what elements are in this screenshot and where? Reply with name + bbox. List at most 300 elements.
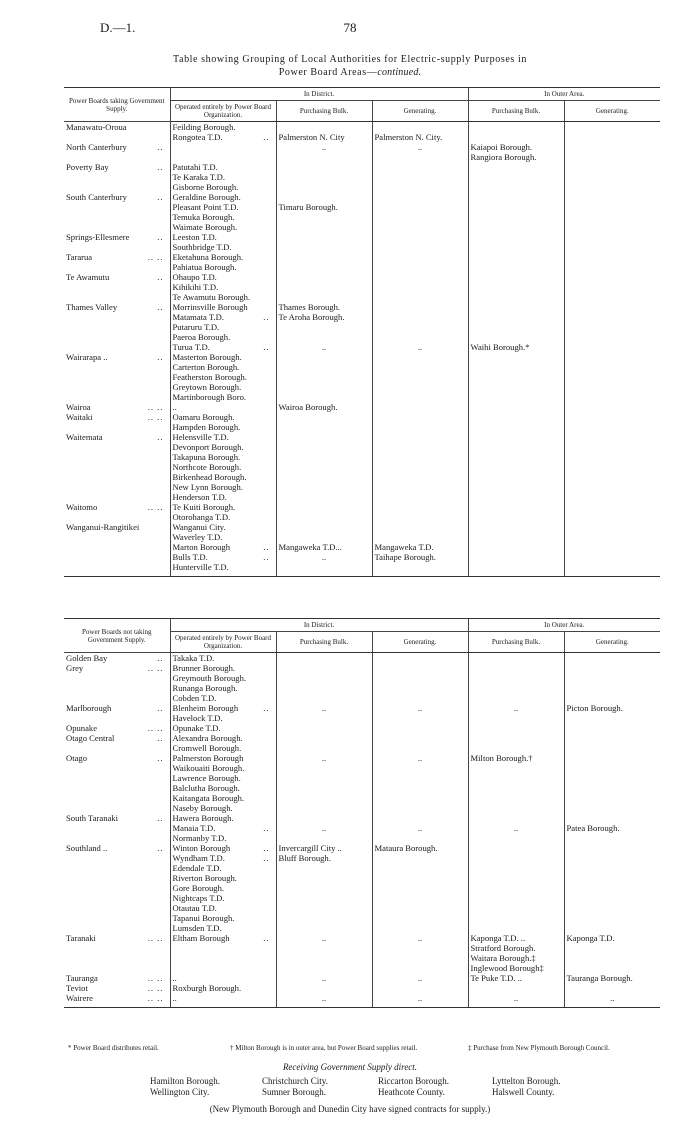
cell-board: [64, 723, 170, 733]
cell-operated: [170, 943, 276, 953]
cell-purchasing: ..: [276, 552, 372, 562]
cell-operated: [170, 893, 276, 903]
table-row: [64, 713, 660, 723]
table-row: [64, 522, 660, 532]
cell-operated: [170, 322, 276, 332]
cell-operated: [170, 693, 276, 703]
cell-purchasing: Te Aroha Borough.: [276, 312, 372, 322]
operated-value: Carterton Borough.: [172, 362, 240, 372]
cell-purchasing: Thames Borough.: [276, 302, 372, 312]
col-power-boards-not-taking: Power Boards not taking Government Supply.: [64, 619, 170, 653]
cell-operated: [170, 803, 276, 813]
cell-operated: [170, 292, 276, 302]
cell-board: [64, 893, 170, 903]
col-generating: Generating.: [372, 632, 468, 653]
cell-operated: [170, 522, 276, 532]
operated-value: Otautau T.D.: [172, 903, 217, 913]
table-row: [64, 402, 660, 412]
cell-board: [64, 352, 170, 362]
cell-operated: [170, 552, 276, 562]
board-name: Wairere: [66, 993, 93, 1003]
operated-value: Eltham Borough: [172, 933, 230, 943]
table-row: [64, 482, 660, 492]
table-row: [64, 452, 660, 462]
cell-generating: [372, 813, 468, 823]
board-name: Wanganui-Rangitikei: [66, 522, 140, 532]
cell-purchasing: Bluff Borough.: [276, 853, 372, 863]
table-row: [64, 212, 660, 222]
leader-dots: ..: [157, 813, 164, 823]
cell-purchasing: ..: [276, 342, 372, 352]
cell-board: [64, 863, 170, 873]
table-row: [64, 693, 660, 703]
board-name: Tauranga: [66, 973, 98, 983]
cell-outer-purchasing: [468, 913, 564, 923]
cell-board: [64, 482, 170, 492]
table-row: [64, 552, 660, 562]
cell-generating: [372, 983, 468, 993]
cell-outer-generating: [564, 432, 660, 442]
cell-board: [64, 332, 170, 342]
leader-dots: .. ..: [147, 502, 164, 512]
table-row: [64, 813, 660, 823]
table-row: [64, 382, 660, 392]
leader-dots: ..: [157, 272, 164, 282]
cell-board: [64, 663, 170, 673]
operated-value: Henderson T.D.: [172, 492, 227, 502]
cell-operated: [170, 142, 276, 152]
table-row: [64, 132, 660, 142]
cell-operated: [170, 542, 276, 552]
cell-generating: ..: [372, 703, 468, 713]
cell-board: [64, 462, 170, 472]
cell-board: [64, 402, 170, 412]
cell-operated: [170, 913, 276, 923]
cell-generating: [372, 522, 468, 532]
cell-outer-purchasing: ..: [468, 823, 564, 833]
operated-value: Gore Borough.: [172, 883, 225, 893]
cell-generating: [372, 412, 468, 422]
table-row: [64, 142, 660, 152]
cell-outer-purchasing: [468, 482, 564, 492]
table-row: [64, 312, 660, 322]
cell-generating: [372, 242, 468, 252]
operated-value: Hunterville T.D.: [172, 562, 229, 572]
page-header: [0, 20, 700, 40]
cell-generating: [372, 352, 468, 362]
operated-value: Otorohanga T.D.: [172, 512, 231, 522]
cell-purchasing: [276, 773, 372, 783]
cell-board: [64, 202, 170, 212]
cell-outer-generating: [564, 673, 660, 683]
table-row: [64, 963, 660, 973]
cell-outer-purchasing: [468, 122, 564, 133]
cell-outer-purchasing: Stratford Borough.: [468, 943, 564, 953]
cell-outer-generating: [564, 753, 660, 763]
cell-board: [64, 973, 170, 983]
cell-board: [64, 452, 170, 462]
cell-operated: [170, 703, 276, 713]
cell-board: [64, 993, 170, 1008]
receiving-heading: Receiving Government Supply direct.: [282, 1062, 418, 1072]
cell-operated: [170, 532, 276, 542]
cell-generating: [372, 432, 468, 442]
cell-outer-generating: Kaponga T.D.: [564, 933, 660, 943]
cell-board: [64, 362, 170, 372]
cell-generating: [372, 923, 468, 933]
cell-outer-purchasing: [468, 562, 564, 577]
cell-operated: [170, 983, 276, 993]
leader-dots: ..: [157, 432, 164, 442]
operated-value: Alexandra Borough.: [172, 733, 243, 743]
table-row: [64, 492, 660, 502]
table-row: [64, 242, 660, 252]
cell-outer-purchasing: Waihi Borough.*: [468, 342, 564, 352]
cell-generating: ..: [372, 823, 468, 833]
cell-outer-purchasing: Kaponga T.D. ..: [468, 933, 564, 943]
cell-purchasing: [276, 653, 372, 664]
operated-value: Te Karaka T.D.: [172, 172, 226, 182]
operated-value: Balclutha Borough.: [172, 783, 240, 793]
cell-board: [64, 793, 170, 803]
cell-operated: [170, 953, 276, 963]
cell-outer-generating: [564, 853, 660, 863]
cell-operated: [170, 723, 276, 733]
cell-purchasing: [276, 442, 372, 452]
leader-dots: ..: [263, 312, 270, 322]
receiving-item: Riccarton Borough.: [378, 1076, 449, 1086]
table-row: [64, 172, 660, 182]
cell-board: [64, 773, 170, 783]
cell-operated: [170, 452, 276, 462]
cell-operated: [170, 262, 276, 272]
leader-dots: ..: [157, 653, 164, 663]
cell-purchasing: [276, 963, 372, 973]
receiving-item: Sumner Borough.: [262, 1087, 326, 1097]
cell-operated: [170, 993, 276, 1008]
cell-operated: [170, 272, 276, 282]
cell-outer-purchasing: [468, 713, 564, 723]
cell-outer-purchasing: [468, 743, 564, 753]
operated-value: Waimate Borough.: [172, 222, 238, 232]
cell-operated: [170, 282, 276, 292]
operated-value: Patutahi T.D.: [172, 162, 218, 172]
board-name: Waitemata: [66, 432, 103, 442]
cell-outer-generating: [564, 713, 660, 723]
cell-generating: [372, 292, 468, 302]
cell-purchasing: [276, 923, 372, 933]
cell-generating: [372, 793, 468, 803]
cell-operated: [170, 843, 276, 853]
cell-board: [64, 292, 170, 302]
cell-purchasing: [276, 562, 372, 577]
cell-board: [64, 372, 170, 382]
cell-outer-purchasing: [468, 452, 564, 462]
cell-outer-purchasing: [468, 552, 564, 562]
leader-dots: .. ..: [147, 933, 164, 943]
cell-generating: Taihape Borough.: [372, 552, 468, 562]
cell-board: [64, 843, 170, 853]
table-title: [60, 53, 640, 79]
cell-board: [64, 653, 170, 664]
cell-board: [64, 943, 170, 953]
cell-purchasing: [276, 472, 372, 482]
cell-generating: [372, 122, 468, 133]
cell-operated: [170, 472, 276, 482]
cell-outer-generating: [564, 142, 660, 152]
cell-outer-purchasing: [468, 212, 564, 222]
receiving-item: Hamilton Borough.: [150, 1076, 220, 1086]
operated-value: ..: [172, 402, 177, 412]
leader-dots: ..: [263, 342, 270, 352]
col-operated: Operated entirely by Power Board Organization.: [170, 632, 276, 653]
col-in-outer-area: In Outer Area.: [468, 619, 660, 632]
cell-outer-purchasing: Te Puke T.D. ..: [468, 973, 564, 983]
cell-operated: [170, 663, 276, 673]
cell-outer-generating: [564, 843, 660, 853]
cell-outer-purchasing: [468, 432, 564, 442]
cell-purchasing: [276, 292, 372, 302]
leader-dots: .. ..: [147, 252, 164, 262]
operated-value: Edendale T.D.: [172, 863, 222, 873]
leader-dots: ..: [263, 132, 270, 142]
operated-value: Oamaru Borough.: [172, 412, 235, 422]
cell-outer-generating: [564, 202, 660, 212]
col-in-district: In District.: [170, 619, 468, 632]
operated-value: Pahiatua Borough.: [172, 262, 237, 272]
leader-dots: ..: [263, 933, 270, 943]
cell-board: [64, 282, 170, 292]
board-name: Wairarapa ..: [66, 352, 108, 362]
cell-purchasing: [276, 352, 372, 362]
cell-outer-purchasing: [468, 763, 564, 773]
operated-value: Turua T.D.: [172, 342, 210, 352]
cell-outer-generating: [564, 282, 660, 292]
cell-outer-purchasing: [468, 472, 564, 482]
table-row: [64, 763, 660, 773]
receiving-item: Lyttelton Borough.: [492, 1076, 561, 1086]
table-row: [64, 943, 660, 953]
cell-purchasing: [276, 522, 372, 532]
cell-outer-generating: [564, 372, 660, 382]
cell-purchasing: [276, 252, 372, 262]
cell-board: [64, 242, 170, 252]
operated-value: Takapuna Borough.: [172, 452, 241, 462]
cell-generating: [372, 282, 468, 292]
operated-value: Lumsden T.D.: [172, 923, 222, 933]
operated-value: ..: [172, 973, 177, 983]
cell-outer-generating: [564, 302, 660, 312]
leader-dots: ..: [263, 552, 270, 562]
cell-purchasing: [276, 833, 372, 843]
cell-outer-generating: [564, 272, 660, 282]
table-row: [64, 122, 660, 133]
cell-operated: [170, 733, 276, 743]
table-row: [64, 863, 660, 873]
cell-purchasing: [276, 322, 372, 332]
cell-outer-purchasing: [468, 352, 564, 362]
table-row: [64, 502, 660, 512]
table-row: [64, 162, 660, 172]
cell-operated: [170, 813, 276, 823]
cell-generating: [372, 673, 468, 683]
cell-outer-generating: [564, 502, 660, 512]
cell-outer-generating: [564, 232, 660, 242]
leader-dots: .. ..: [147, 412, 164, 422]
operated-value: Kihikihi T.D.: [172, 282, 219, 292]
cell-outer-generating: [564, 122, 660, 133]
cell-generating: [372, 422, 468, 432]
cell-purchasing: [276, 723, 372, 733]
board-name: Taranaki: [66, 933, 96, 943]
cell-purchasing: [276, 462, 372, 472]
cell-operated: [170, 362, 276, 372]
table-row: [64, 733, 660, 743]
cell-generating: [372, 783, 468, 793]
cell-outer-purchasing: [468, 222, 564, 232]
cell-outer-generating: [564, 883, 660, 893]
cell-purchasing: [276, 763, 372, 773]
operated-value: Greymouth Borough.: [172, 673, 247, 683]
table-row: [64, 532, 660, 542]
cell-board: [64, 753, 170, 763]
operated-value: Gisborne Borough.: [172, 182, 239, 192]
cell-outer-generating: ..: [564, 993, 660, 1008]
cell-outer-generating: [564, 402, 660, 412]
cell-outer-generating: [564, 212, 660, 222]
cell-outer-purchasing: [468, 522, 564, 532]
cell-generating: [372, 172, 468, 182]
cell-purchasing: [276, 893, 372, 903]
cell-outer-generating: [564, 893, 660, 903]
board-name: Te Awamutu: [66, 272, 110, 282]
cell-board: [64, 853, 170, 863]
cell-outer-purchasing: [468, 542, 564, 552]
cell-outer-purchasing: [468, 442, 564, 452]
cell-purchasing: [276, 332, 372, 342]
cell-purchasing: [276, 412, 372, 422]
cell-purchasing: [276, 452, 372, 462]
cell-generating: [372, 442, 468, 452]
cell-generating: ..: [372, 142, 468, 152]
cell-outer-generating: [564, 943, 660, 953]
leader-dots: ..: [263, 853, 270, 863]
col-outer-generating: Generating.: [564, 101, 660, 122]
operated-value: Waverley T.D.: [172, 532, 223, 542]
cell-generating: [372, 192, 468, 202]
cell-purchasing: [276, 813, 372, 823]
cell-outer-generating: [564, 152, 660, 162]
cell-outer-purchasing: [468, 683, 564, 693]
cell-generating: [372, 562, 468, 577]
cell-generating: [372, 953, 468, 963]
board-name: Grey: [66, 663, 84, 673]
cell-purchasing: [276, 733, 372, 743]
col-outer-purchasing: Purchasing Bulk.: [468, 101, 564, 122]
cell-board: [64, 693, 170, 703]
cell-outer-purchasing: [468, 402, 564, 412]
cell-operated: [170, 352, 276, 362]
cell-generating: [372, 272, 468, 282]
cell-outer-purchasing: [468, 803, 564, 813]
cell-operated: [170, 212, 276, 222]
cell-purchasing: [276, 983, 372, 993]
cell-board: [64, 502, 170, 512]
cell-generating: [372, 853, 468, 863]
leader-dots: ..: [157, 843, 164, 853]
table-row: [64, 562, 660, 577]
cell-outer-purchasing: [468, 162, 564, 172]
cell-outer-purchasing: [468, 422, 564, 432]
cell-board: [64, 132, 170, 142]
cell-outer-generating: [564, 222, 660, 232]
cell-outer-purchasing: [468, 903, 564, 913]
cell-generating: [372, 743, 468, 753]
cell-operated: [170, 372, 276, 382]
cell-purchasing: [276, 122, 372, 133]
cell-outer-purchasing: [468, 272, 564, 282]
table-row: [64, 342, 660, 352]
cell-outer-purchasing: [468, 833, 564, 843]
cell-board: [64, 192, 170, 202]
table-row: [64, 332, 660, 342]
receiving-item: Halswell County.: [492, 1087, 555, 1097]
footnote-star: * Power Board distributes retail.: [68, 1044, 159, 1052]
operated-value: Paeroa Borough.: [172, 332, 231, 342]
cell-outer-purchasing: [468, 813, 564, 823]
table-row: [64, 993, 660, 1008]
footnote-double-dagger: ‡ Purchase from New Plymouth Borough Council.: [468, 1044, 610, 1052]
table-body: [64, 653, 660, 1008]
cell-generating: [372, 653, 468, 664]
cell-purchasing: [276, 683, 372, 693]
cell-generating: [372, 202, 468, 212]
cell-outer-generating: [564, 482, 660, 492]
cell-purchasing: Mangaweka T.D...: [276, 542, 372, 552]
leader-dots: ..: [157, 142, 164, 152]
cell-outer-purchasing: [468, 983, 564, 993]
operated-value: Cromwell Borough.: [172, 743, 242, 753]
operated-value: Cobden T.D.: [172, 693, 217, 703]
operated-value: Pleasant Point T.D.: [172, 202, 239, 212]
cell-outer-purchasing: [468, 392, 564, 402]
cell-outer-purchasing: [468, 312, 564, 322]
cell-board: [64, 442, 170, 452]
cell-outer-generating: [564, 542, 660, 552]
cell-outer-purchasing: [468, 502, 564, 512]
leader-dots: ..: [263, 823, 270, 833]
cell-purchasing: [276, 783, 372, 793]
cell-purchasing: [276, 172, 372, 182]
cell-operated: [170, 252, 276, 262]
cell-operated: [170, 743, 276, 753]
cell-generating: [372, 302, 468, 312]
board-name: Poverty Bay: [66, 162, 109, 172]
cell-purchasing: [276, 913, 372, 923]
receiving-item: Christchurch City.: [262, 1076, 328, 1086]
table-row: [64, 542, 660, 552]
cell-outer-generating: [564, 312, 660, 322]
leader-dots: ..: [157, 733, 164, 743]
cell-operated: [170, 763, 276, 773]
leader-dots: ..: [157, 232, 164, 242]
operated-value: Manaia T.D.: [172, 823, 216, 833]
operated-value: New Lynn Borough.: [172, 482, 243, 492]
cell-purchasing: [276, 162, 372, 172]
cell-board: [64, 172, 170, 182]
cell-outer-generating: [564, 192, 660, 202]
cell-outer-generating: [564, 522, 660, 532]
